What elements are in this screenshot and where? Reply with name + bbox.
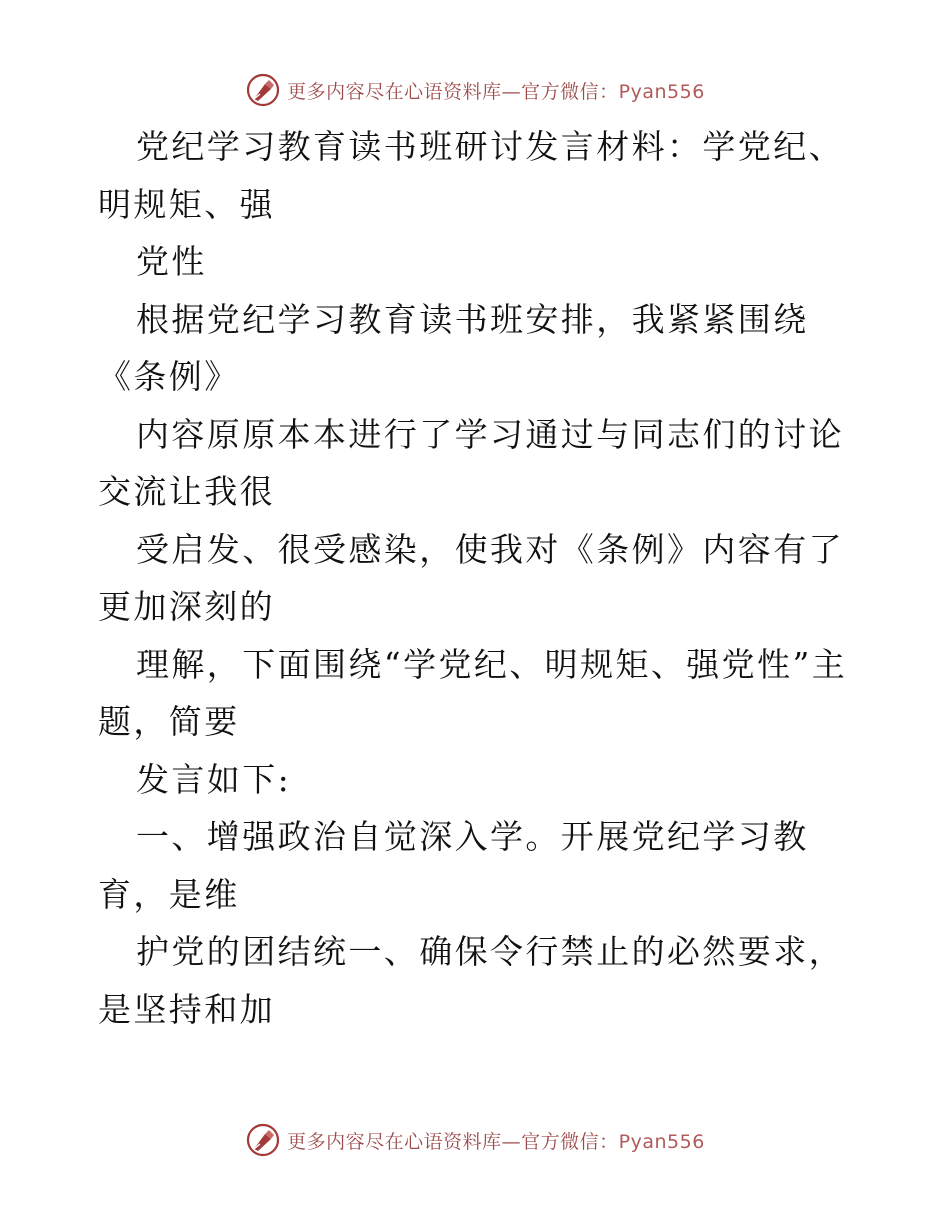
paragraph: 发言如下:	[136, 759, 292, 799]
wechat-id: Pyan556	[618, 1130, 705, 1153]
footer-watermark-banner	[0, 1120, 950, 1160]
paragraph: 理解，下面围绕“学党纪、明规矩、强党性”主题，简要	[98, 644, 848, 741]
watermark-text: 更多内容尽在心语资料库—官方微信：Pyan556	[287, 80, 705, 103]
pen-nib-logo-icon	[245, 1122, 281, 1158]
paragraph: 党性	[136, 242, 207, 281]
document-body	[98, 118, 858, 1038]
paragraph: 党纪学习教育读书班研讨发言材料：学党纪、明规矩、强	[98, 127, 844, 224]
watermark-text: 更多内容尽在心语资料库—官方微信：Pyan556	[287, 1130, 705, 1153]
paragraph: 受启发、很受感染，使我对《条例》内容有了更加深刻的	[98, 529, 844, 626]
wechat-id: Pyan556	[618, 80, 705, 103]
paragraph: 一、增强政治自觉深入学。开展党纪学习教育，是维	[98, 817, 809, 914]
paragraph: 护党的团结统一、确保令行禁止的必然要求，是坚持和加	[98, 932, 844, 1029]
paragraph: 内容原原本本进行了学习通过与同志们的讨论交流让我很	[98, 414, 844, 511]
header-watermark-banner	[0, 70, 950, 110]
paragraph: 根据党纪学习教育读书班安排，我紧紧围绕《条例》	[98, 299, 809, 396]
pen-nib-logo-icon	[245, 72, 281, 108]
